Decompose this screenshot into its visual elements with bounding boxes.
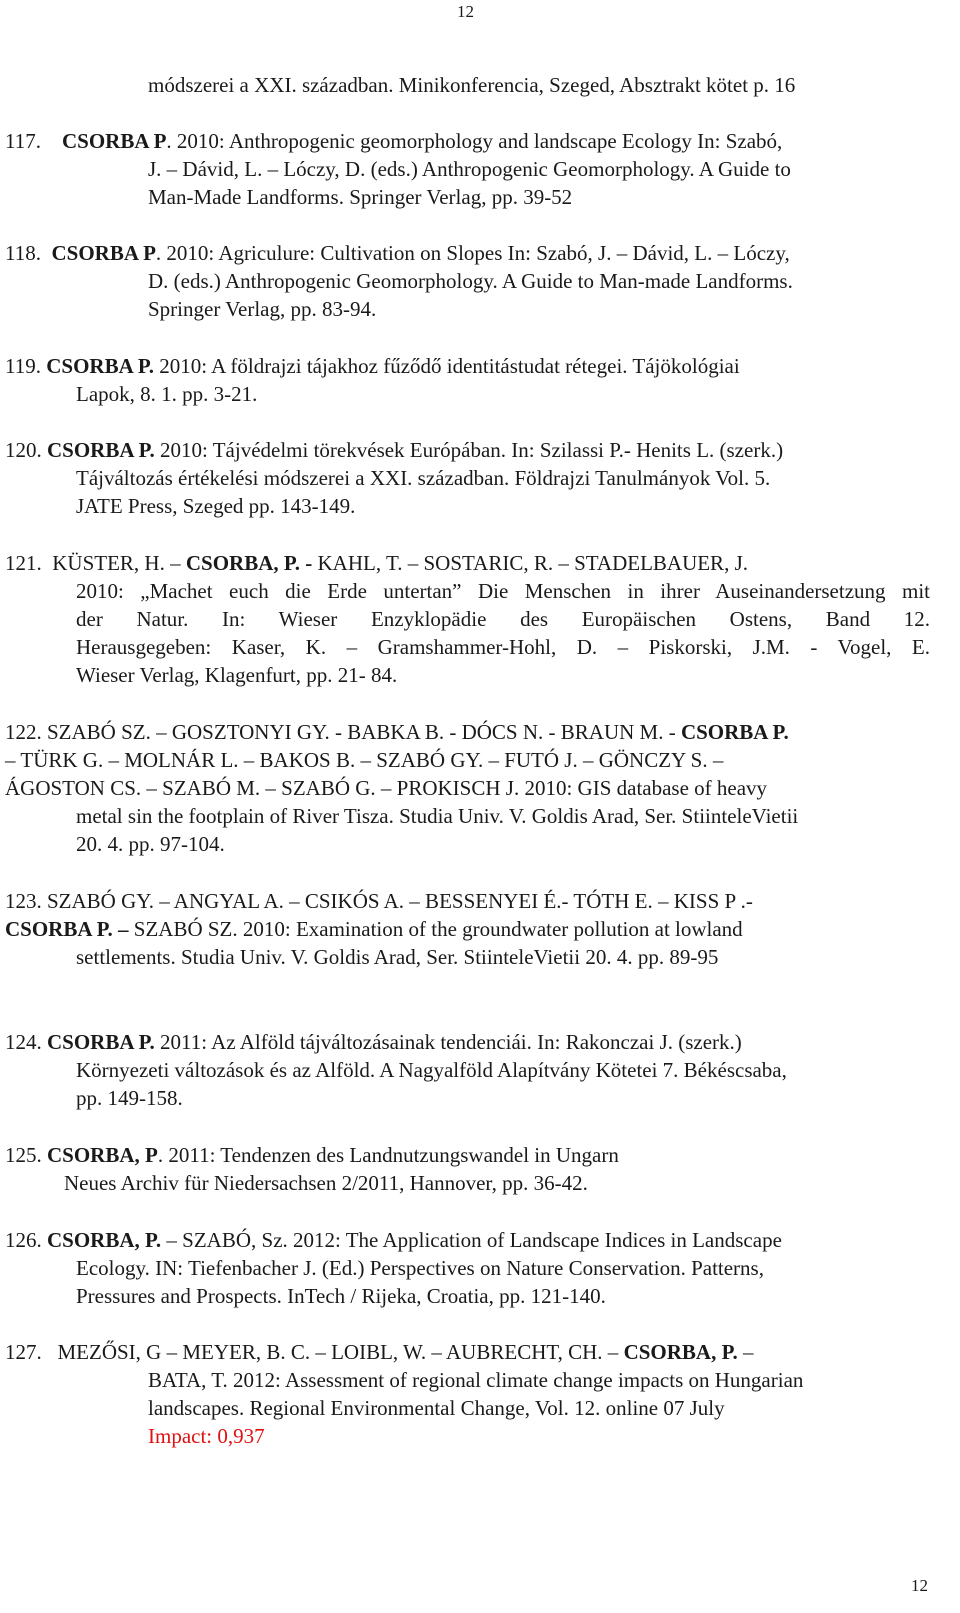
- entry-121: [5, 549, 748, 577]
- impact-factor: Impact: 0,937: [148, 1424, 265, 1448]
- entry-122-line: metal sin the footplain of River Tisza. Studia Univ. V. Goldis Arad, Ser. StiinteleVietii: [76, 804, 799, 828]
- entry-text: MEZŐSI, G – MEYER, B. C. – LOIBL, W. – AUBRECHT, CH. –: [57, 1340, 624, 1364]
- entry-text: 2010: Tájvédelmi törekvések Európában. In: Szilassi P.- Henits L. (szerk.): [154, 438, 784, 462]
- entry-text: – SZABÓ, Sz. 2012: The Application of Landscape Indices in Landscape: [161, 1228, 782, 1252]
- entry-122-line: 20. 4. pp. 97-104.: [76, 832, 225, 856]
- entry-121-line: der Natur. In: Wieser Enzyklopädie des Europäischen Ostens, Band 12.: [76, 607, 930, 631]
- entry-text: 2011: Az Alföld tájváltozásainak tendenciái. In: Rakonczai J. (szerk.): [154, 1030, 742, 1054]
- entry-123: [5, 887, 753, 915]
- entry-number: 120.: [5, 438, 42, 462]
- author-highlight: CSORBA P.: [47, 438, 155, 462]
- entry-number: 124.: [5, 1030, 42, 1054]
- entry-127: [5, 1338, 753, 1366]
- entry-text: KAHL, T. – SOSTARIC, R. – STADELBAUER, J.: [312, 551, 748, 575]
- entry-120: [5, 436, 783, 464]
- entry-text: SZABÓ GY. – ANGYAL A. – CSIKÓS A. – BESSENYEI É.- TÓTH E. – KISS P .-: [47, 889, 753, 913]
- entry-122-line: – TÜRK G. – MOLNÁR L. – BAKOS B. – SZABÓ GY. – FUTÓ J. – GÖNCZY S. –: [5, 748, 724, 772]
- entry-number: 123.: [5, 889, 42, 913]
- entry-126-line: Ecology. IN: Tiefenbacher J. (Ed.) Perspectives on Nature Conservation. Patterns,: [76, 1256, 764, 1280]
- entry-127-line: BATA, T. 2012: Assessment of regional climate change impacts on Hungarian: [148, 1368, 804, 1392]
- entry-127-line: landscapes. Regional Environmental Change, Vol. 12. online 07 July: [148, 1396, 725, 1420]
- entry-text: SZABÓ SZ. 2010: Examination of the groundwater pollution at lowland: [128, 917, 743, 941]
- entry-text: . 2011: Tendenzen des Landnutzungswandel in Ungarn: [157, 1143, 619, 1167]
- entry-121-line: Wieser Verlag, Klagenfurt, pp. 21- 84.: [76, 663, 398, 687]
- page-number-bottom: 12: [911, 1576, 928, 1595]
- entry-125-line: Neues Archiv für Niedersachsen 2/2011, Hannover, pp. 36-42.: [64, 1171, 588, 1195]
- entry-121-line: Herausgegeben: Kaser, K. – Gramshammer-Hohl, D. – Piskorski, J.M. - Vogel, E.: [76, 635, 930, 659]
- author-highlight: CSORBA P. –: [5, 917, 129, 941]
- entry-number: 118.: [5, 241, 41, 265]
- entry-number: 126.: [5, 1228, 42, 1252]
- entry-116-line: módszerei a XXI. században. Minikonferencia, Szeged, Absztrakt kötet p. 16: [148, 73, 796, 97]
- entry-122-line: ÁGOSTON CS. – SZABÓ M. – SZABÓ G. – PROKISCH J. 2010: GIS database of heavy: [5, 776, 768, 800]
- entry-number: 121.: [5, 551, 42, 575]
- entry-number: 119.: [5, 354, 41, 378]
- author-highlight: CSORBA, P.: [47, 1228, 162, 1252]
- entry-118-line: Springer Verlag, pp. 83-94.: [148, 297, 377, 321]
- entry-121-line: 2010: „Machet euch die Erde untertan” Die Menschen in ihrer Auseinandersetzung mit: [76, 579, 930, 603]
- author-highlight: CSORBA, P: [47, 1143, 158, 1167]
- entry-124-line: Környezeti változások és az Alföld. A Nagyalföld Alapítvány Kötetei 7. Békéscsaba,: [76, 1058, 787, 1082]
- entry-119-line: Lapok, 8. 1. pp. 3-21.: [76, 382, 258, 406]
- entry-125: [5, 1141, 619, 1169]
- entry-117-line: J. – Dávid, L. – Lóczy, D. (eds.) Anthropogenic Geomorphology. A Guide to: [148, 157, 791, 181]
- page-number-top: 12: [457, 2, 474, 21]
- entry-123-line: [5, 915, 743, 943]
- author-highlight: CSORBA P.: [46, 354, 154, 378]
- entry-117-line: Man-Made Landforms. Springer Verlag, pp. 39-52: [148, 185, 573, 209]
- entry-126-line: Pressures and Prospects. InTech / Rijeka, Croatia, pp. 121-140.: [76, 1284, 606, 1308]
- author-highlight: CSORBA P.: [680, 720, 789, 744]
- author-highlight: CSORBA P.: [47, 1030, 155, 1054]
- entry-text: SZABÓ SZ. – GOSZTONYI GY. - BABKA B. - DÓCS N. - BRAUN M. -: [47, 720, 681, 744]
- entry-124-line: pp. 149-158.: [76, 1086, 183, 1110]
- entry-119: [5, 352, 740, 380]
- entry-126: [5, 1226, 782, 1254]
- author-highlight: CSORBA, P. -: [185, 551, 313, 575]
- entry-123-line: settlements. Studia Univ. V. Goldis Arad, Ser. StiinteleVietii 20. 4. pp. 89-95: [76, 945, 719, 969]
- author-highlight: CSORBA P: [61, 129, 167, 153]
- author-highlight: CSORBA, P.: [623, 1340, 738, 1364]
- entry-122: [5, 718, 789, 746]
- entry-number: 125.: [5, 1143, 42, 1167]
- entry-118: [5, 239, 790, 267]
- entry-124: [5, 1028, 742, 1056]
- entry-text: . 2010: Agriculure: Cultivation on Slopes In: Szabó, J. – Dávid, L. – Lóczy,: [155, 241, 790, 265]
- entry-text: –: [737, 1340, 754, 1364]
- entry-text: . 2010: Anthropogenic geomorphology and landscape Ecology In: Szabó,: [166, 129, 783, 153]
- entry-118-line: D. (eds.) Anthropogenic Geomorphology. A Guide to Man-made Landforms.: [148, 269, 793, 293]
- entry-120-line: JATE Press, Szeged pp. 143-149.: [76, 494, 356, 518]
- entry-number: 127.: [5, 1340, 42, 1364]
- entry-text: 2010: A földrajzi tájakhoz fűződő identitástudat rétegei. Tájökológiai: [154, 354, 740, 378]
- entry-117: [5, 127, 782, 155]
- author-highlight: CSORBA P: [51, 241, 156, 265]
- entry-120-line: Tájváltozás értékelési módszerei a XXI. században. Földrajzi Tanulmányok Vol. 5.: [76, 466, 771, 490]
- entry-number: 122.: [5, 720, 42, 744]
- entry-number: 117.: [5, 129, 41, 153]
- entry-text: KÜSTER, H. –: [52, 551, 186, 575]
